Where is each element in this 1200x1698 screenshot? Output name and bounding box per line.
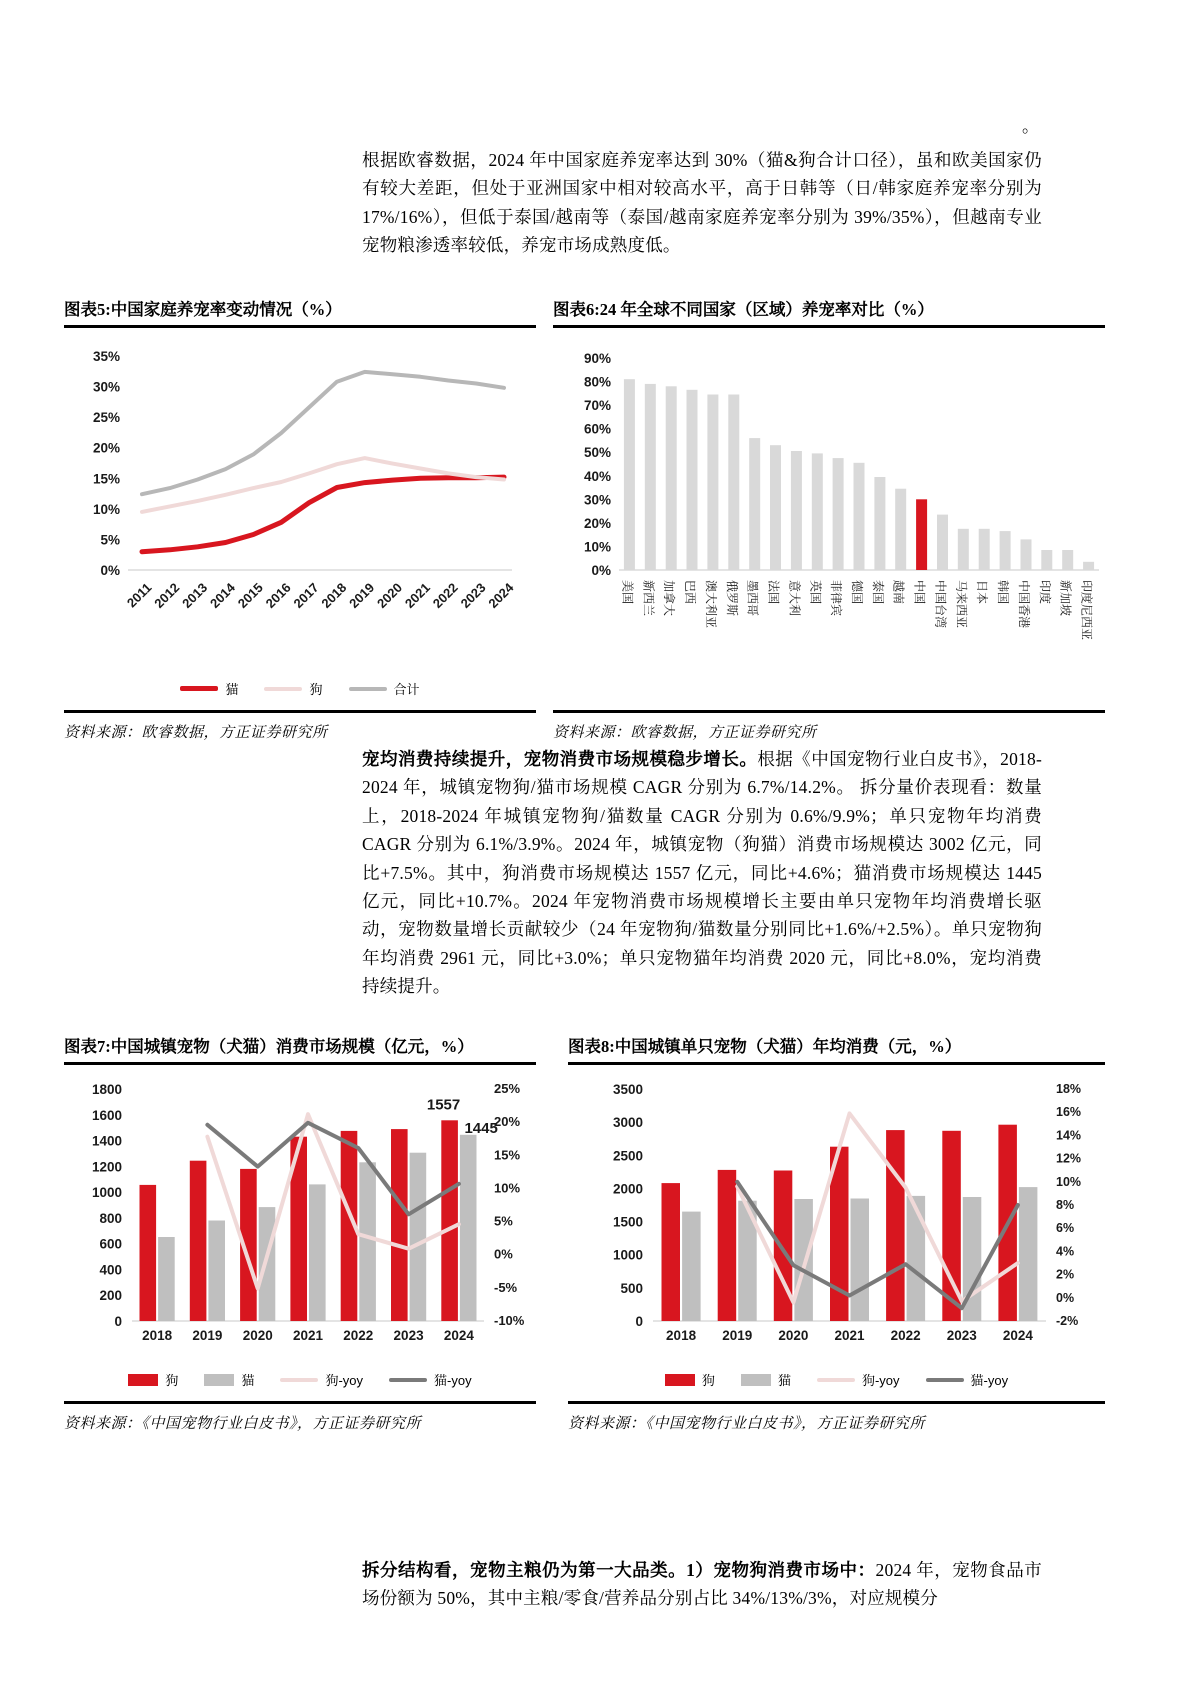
legend-label: 狗 (309, 682, 323, 697)
svg-text:2022: 2022 (429, 579, 461, 611)
figure6-title: 图表6:24 年全球不同国家（区域）养宠率对比（%） (553, 296, 1105, 328)
svg-text:2000: 2000 (612, 1181, 643, 1197)
svg-text:10%: 10% (583, 539, 611, 555)
svg-text:2021: 2021 (834, 1328, 865, 1343)
legend-swatch (128, 1374, 158, 1386)
svg-text:1200: 1200 (91, 1159, 122, 1175)
svg-text:2017: 2017 (290, 579, 322, 611)
legend-label: 猫-yoy (970, 1373, 1009, 1388)
figure7-legend (64, 1370, 536, 1389)
legend-item-合计 (349, 679, 420, 698)
paragraph-market-size-text: 根据《中国宠物行业白皮书》，2018-2024 年，城镇宠物狗/猫市场规模 CAGR 分别为 6.7%/14.2%。 拆分量价表现看：数量上，2018-2024 年城镇宠物狗/猫数量 CAGR 分别为 0.6%/9.9%；单只宠物年均消费 CAGR 分别为 6.1%/3.9%。2024 年，城镇宠物（狗猫）消费市场规模达 3002 亿元，同比+7.5%。其中，狗消费市场规模达 1557 亿元，同比+4.6%；猫消费市场规模达 1445 亿元，同比+10.7%。2024 年宠物消费市场规模增长主要由单只宠物年均消费增长驱动，宠物数量增长贡献较少（24 年宠物狗/猫数量分别同比+1.6%/+2.5%）。单只宠物狗年均消费 2961 元，同比+3.0%；单只宠物猫年均消费 2020 元，同比+8.0%，宠均消费持续提升。 (362, 749, 1042, 997)
legend-item-狗 (665, 1370, 715, 1389)
svg-text:2016: 2016 (262, 579, 294, 611)
svg-text:菲律宾: 菲律宾 (829, 580, 844, 617)
svg-text:0: 0 (114, 1314, 122, 1329)
legend-label: 猫 (225, 682, 239, 697)
legend-swatch (264, 687, 302, 691)
svg-text:20%: 20% (583, 515, 611, 531)
figure5-source: 资料来源：欧睿数据，方正证券研究所 (64, 710, 536, 742)
svg-text:中国香港: 中国香港 (1017, 580, 1031, 629)
paragraph-market-size (362, 745, 1042, 1001)
svg-text:600: 600 (99, 1236, 122, 1252)
svg-text:-5%: -5% (494, 1279, 518, 1295)
svg-text:意大利: 意大利 (787, 580, 802, 617)
svg-text:12%: 12% (1056, 1151, 1082, 1166)
legend-swatch (389, 1378, 427, 1382)
figure5-legend (64, 679, 536, 698)
svg-text:越南: 越南 (891, 580, 906, 605)
svg-text:10%: 10% (92, 501, 120, 517)
svg-text:1445: 1445 (464, 1119, 498, 1137)
figure8-combo-chart (568, 1069, 1105, 1362)
svg-text:印度尼西亚: 印度尼西亚 (1079, 580, 1094, 641)
svg-text:60%: 60% (583, 421, 611, 437)
svg-text:2015: 2015 (234, 579, 266, 611)
svg-text:2020: 2020 (242, 1328, 273, 1343)
legend-swatch (817, 1378, 855, 1382)
svg-text:1400: 1400 (91, 1133, 122, 1149)
svg-text:马来西亚: 马来西亚 (954, 580, 969, 629)
svg-text:15%: 15% (494, 1147, 521, 1163)
legend-item-猫-yoy (389, 1370, 472, 1389)
svg-text:2013: 2013 (179, 579, 211, 611)
legend-item-猫 (741, 1370, 791, 1389)
svg-text:1600: 1600 (91, 1107, 122, 1123)
svg-text:俄罗斯: 俄罗斯 (724, 580, 739, 617)
svg-text:16%: 16% (1056, 1105, 1082, 1120)
paragraph-pet-ownership (362, 146, 1042, 260)
svg-text:500: 500 (620, 1280, 643, 1296)
svg-text:5%: 5% (494, 1213, 513, 1229)
svg-text:泰国: 泰国 (870, 580, 885, 605)
svg-text:美国: 美国 (620, 580, 635, 605)
svg-text:30%: 30% (583, 492, 611, 508)
paragraph-structure-split (362, 1556, 1042, 1613)
svg-text:2021: 2021 (292, 1328, 324, 1343)
svg-text:35%: 35% (92, 349, 120, 364)
figure7-block (64, 1033, 536, 1433)
legend-swatch (280, 1378, 318, 1382)
svg-text:3000: 3000 (612, 1115, 643, 1131)
svg-text:5%: 5% (100, 532, 120, 548)
figure8-source: 资料来源：《中国宠物行业白皮书》，方正证券研究所 (568, 1401, 1105, 1433)
svg-text:8%: 8% (1056, 1198, 1075, 1212)
legend-swatch (926, 1378, 964, 1382)
svg-text:15%: 15% (92, 471, 120, 487)
legend-label: 狗-yoy (325, 1373, 364, 1388)
svg-text:2021: 2021 (401, 579, 433, 611)
legend-label: 猫 (777, 1373, 791, 1388)
svg-text:1000: 1000 (91, 1185, 122, 1201)
legend-label: 狗 (701, 1373, 715, 1388)
figure7-source: 资料来源：《中国宠物行业白皮书》，方正证券研究所 (64, 1401, 536, 1433)
legend-swatch (180, 686, 218, 691)
svg-text:-10%: -10% (494, 1313, 525, 1328)
figure7-title: 图表7:中国城镇宠物（犬猫）消费市场规模（亿元，%） (64, 1033, 536, 1065)
svg-text:2024: 2024 (485, 579, 517, 611)
legend-label: 猫-yoy (434, 1373, 472, 1388)
svg-text:2024: 2024 (1002, 1328, 1033, 1343)
svg-text:澳大利亚: 澳大利亚 (703, 580, 718, 629)
svg-text:2018: 2018 (142, 1328, 173, 1343)
svg-text:4%: 4% (1056, 1244, 1075, 1259)
svg-text:2024: 2024 (443, 1328, 474, 1343)
paragraph-structure-split-text: 2024 年，宠物食品市场份额为 50%，其中主粮/零食/营养品分别占比 34%/13%/3%，对应规模分 (362, 1560, 1042, 1609)
svg-text:1000: 1000 (612, 1247, 643, 1263)
svg-text:2023: 2023 (946, 1328, 977, 1343)
figure5-block (64, 296, 536, 742)
svg-text:2023: 2023 (457, 579, 489, 611)
svg-text:2014: 2014 (206, 579, 239, 611)
svg-text:2012: 2012 (151, 579, 183, 611)
svg-text:10%: 10% (1056, 1174, 1082, 1189)
legend-item-猫 (180, 679, 238, 698)
legend-label: 合计 (393, 682, 420, 697)
svg-text:2019: 2019 (192, 1328, 223, 1343)
svg-text:2020: 2020 (778, 1328, 809, 1343)
svg-text:0%: 0% (494, 1246, 513, 1262)
svg-text:中国台湾: 中国台湾 (933, 580, 948, 629)
svg-text:1800: 1800 (91, 1082, 122, 1097)
svg-text:6%: 6% (1056, 1221, 1075, 1236)
figure6-block (553, 296, 1105, 742)
svg-text:日本: 日本 (975, 580, 990, 605)
svg-text:1557: 1557 (426, 1096, 461, 1114)
svg-text:印度: 印度 (1037, 580, 1052, 605)
figure8-legend (568, 1370, 1105, 1389)
svg-text:2011: 2011 (123, 579, 155, 611)
svg-text:-2%: -2% (1056, 1314, 1079, 1328)
svg-text:巴西: 巴西 (683, 580, 697, 605)
paragraph-pet-ownership-text: 根据欧睿数据，2024 年中国家庭养宠率达到 30%（猫&狗合计口径），虽和欧美国家仍有较大差距，但处于亚洲国家中相对较高水平，高于日韩等（日/韩家庭养宠率分别为 17%/16%），但低于泰国/越南等（泰国/越南家庭养宠率分别为 39%/35%），但越南专业宠物粮渗透率较低，养宠市场成熟度低。 (362, 150, 1042, 256)
svg-text:90%: 90% (583, 351, 611, 366)
svg-text:10%: 10% (494, 1180, 521, 1196)
svg-text:2022: 2022 (343, 1328, 374, 1343)
svg-text:2018: 2018 (666, 1328, 697, 1343)
figure8-title: 图表8:中国城镇单只宠物（犬猫）年均消费（元，%） (568, 1033, 1105, 1065)
svg-text:2023: 2023 (393, 1328, 424, 1343)
legend-swatch (349, 687, 387, 691)
svg-text:德国: 德国 (850, 580, 864, 605)
legend-item-狗 (128, 1370, 178, 1389)
svg-text:2022: 2022 (890, 1328, 921, 1343)
svg-text:韩国: 韩国 (996, 580, 1011, 605)
legend-item-狗-yoy (280, 1370, 363, 1389)
figure7-combo-chart (64, 1069, 536, 1362)
svg-text:2%: 2% (1056, 1267, 1075, 1282)
svg-text:30%: 30% (92, 379, 120, 395)
figure5-title: 图表5:中国家庭养宠率变动情况（%） (64, 296, 536, 328)
svg-text:200: 200 (99, 1288, 122, 1304)
svg-text:2500: 2500 (612, 1148, 643, 1164)
svg-text:2019: 2019 (346, 579, 378, 611)
figure6-bar-chart (553, 332, 1105, 677)
svg-text:18%: 18% (1056, 1082, 1082, 1096)
legend-item-狗 (264, 679, 322, 698)
legend-item-猫-yoy (926, 1370, 1009, 1389)
svg-text:0%: 0% (591, 563, 611, 578)
svg-text:法国: 法国 (766, 580, 781, 605)
svg-text:0: 0 (635, 1314, 643, 1329)
svg-text:800: 800 (99, 1210, 122, 1226)
svg-text:2020: 2020 (374, 579, 406, 611)
paragraph-structure-split-lead: 拆分结构看，宠物主粮仍为第一大品类。1）宠物狗消费市场中： (362, 1560, 876, 1580)
paragraph-market-size-lead: 宠均消费持续提升，宠物消费市场规模稳步增长。 (362, 749, 758, 769)
svg-text:20%: 20% (92, 440, 120, 456)
svg-text:新加坡: 新加坡 (1058, 580, 1073, 617)
svg-text:英国: 英国 (808, 580, 823, 605)
svg-text:50%: 50% (583, 445, 611, 461)
legend-swatch (665, 1374, 695, 1386)
svg-text:1500: 1500 (612, 1214, 643, 1230)
legend-swatch (741, 1374, 771, 1386)
figure5-line-chart (64, 332, 536, 641)
svg-text:40%: 40% (583, 468, 611, 484)
svg-text:80%: 80% (583, 374, 611, 390)
legend-swatch (204, 1374, 234, 1386)
svg-text:墨西哥: 墨西哥 (745, 580, 760, 617)
svg-text:3500: 3500 (612, 1082, 643, 1097)
svg-text:中国: 中国 (912, 580, 927, 605)
svg-text:新西兰: 新西兰 (641, 580, 656, 617)
legend-label: 狗-yoy (861, 1373, 900, 1388)
svg-text:70%: 70% (583, 398, 611, 414)
stray-period-mark: 。 (1022, 117, 1039, 136)
svg-text:2019: 2019 (722, 1328, 753, 1343)
figure8-block (568, 1033, 1105, 1433)
svg-text:25%: 25% (494, 1081, 521, 1096)
legend-item-狗-yoy (817, 1370, 900, 1389)
legend-item-猫 (204, 1370, 254, 1389)
svg-text:25%: 25% (92, 410, 120, 426)
figure6-source: 资料来源：欧睿数据，方正证券研究所 (553, 710, 1105, 742)
svg-text:20%: 20% (494, 1114, 521, 1130)
svg-text:0%: 0% (1056, 1290, 1075, 1305)
legend-label: 狗 (165, 1373, 179, 1388)
svg-text:400: 400 (99, 1262, 122, 1278)
svg-text:14%: 14% (1056, 1128, 1082, 1143)
svg-text:2018: 2018 (318, 579, 350, 611)
svg-text:加拿大: 加拿大 (662, 580, 677, 617)
legend-label: 猫 (241, 1373, 255, 1388)
svg-text:0%: 0% (100, 563, 120, 578)
